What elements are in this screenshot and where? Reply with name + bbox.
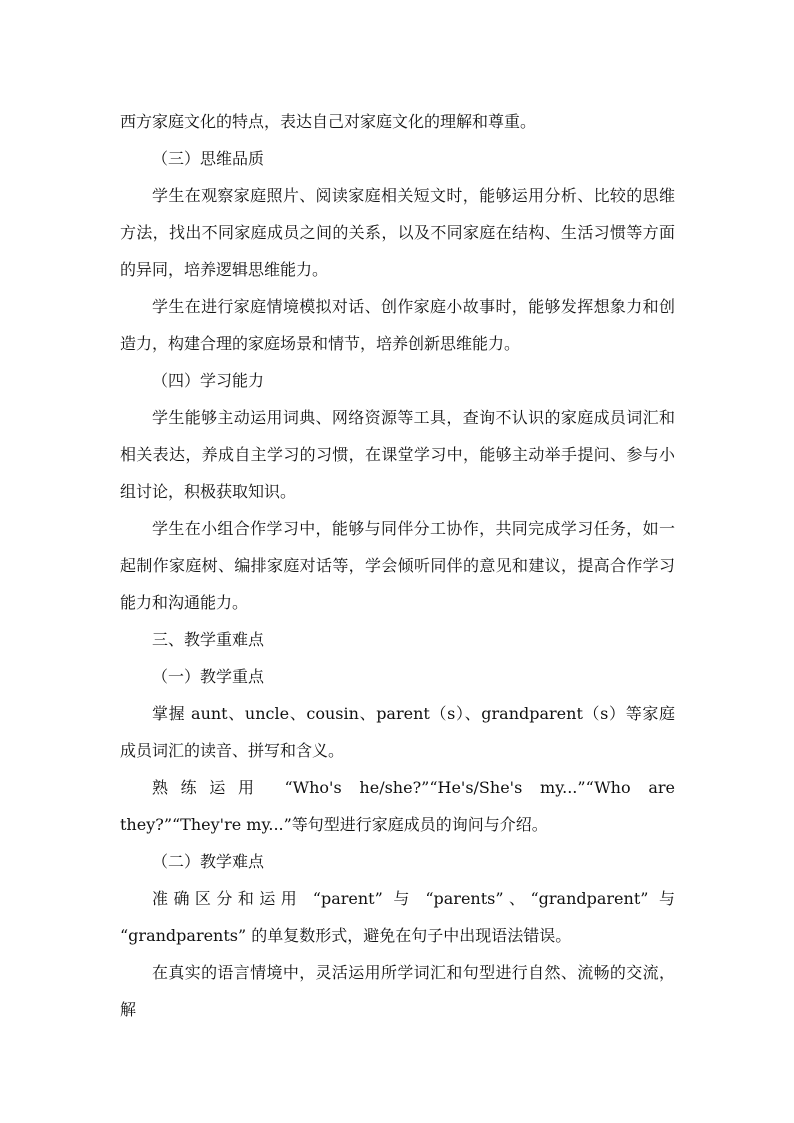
paragraph-key-sentences: 熟练运用 “Who's he/she?”“He's/She's my...”“Who are they?”“They're my...”等句型进行家庭成员的询问与介绍。 — [120, 778, 675, 834]
paragraph-difficult-plural: 准确区分和运用 “parent” 与 “parents”、“grandparent” 与 “grandparents” 的单复数形式，避免在句子中出现语法错误。 — [120, 889, 675, 945]
paragraph-thinking-creativity: 学生在进行家庭情境模拟对话、创作家庭小故事时，能够发挥想象力和创造力，构建合理的家庭场景和情节，培养创新思维能力。 — [120, 297, 675, 353]
heading-learning-ability: （四）学习能力 — [152, 371, 265, 390]
paragraph-difficult-communication: 在真实的语言情境中，灵活运用所学词汇和句型进行自然、流畅的交流，解 — [120, 963, 675, 1019]
paragraph-learning-autonomy: 学生能够主动运用词典、网络资源等工具，查询不认识的家庭成员词汇和相关表达，养成自主学习的习惯，在课堂学习中，能够主动举手提问、参与小组讨论，积极获取知识。 — [120, 408, 675, 501]
heading-key-points: （一）教学重点 — [152, 667, 265, 686]
paragraph-key-vocabulary: 掌握 aunt、uncle、cousin、parent（s）、grandparent（s）等家庭成员词汇的读音、拼写和含义。 — [120, 704, 675, 760]
paragraph-learning-cooperation: 学生在小组合作学习中，能够与同伴分工协作，共同完成学习任务，如一起制作家庭树、编排家庭对话等，学会倾听同伴的意见和建议，提高合作学习能力和沟通能力。 — [120, 519, 675, 612]
paragraph-thinking-analysis: 学生在观察家庭照片、阅读家庭相关短文时，能够运用分析、比较的思维方法，找出不同家庭成员之间的关系，以及不同家庭在结构、生活习惯等方面的异同，培养逻辑思维能力。 — [120, 186, 675, 279]
heading-thinking-quality: （三）思维品质 — [152, 149, 265, 168]
heading-key-difficult-points: 三、教学重难点 — [152, 630, 265, 649]
heading-difficult-points: （二）教学难点 — [152, 852, 265, 871]
document-body — [120, 103, 675, 1028]
paragraph-intro-continuation: 西方家庭文化的特点，表达自己对家庭文化的理解和尊重。 — [120, 112, 537, 131]
